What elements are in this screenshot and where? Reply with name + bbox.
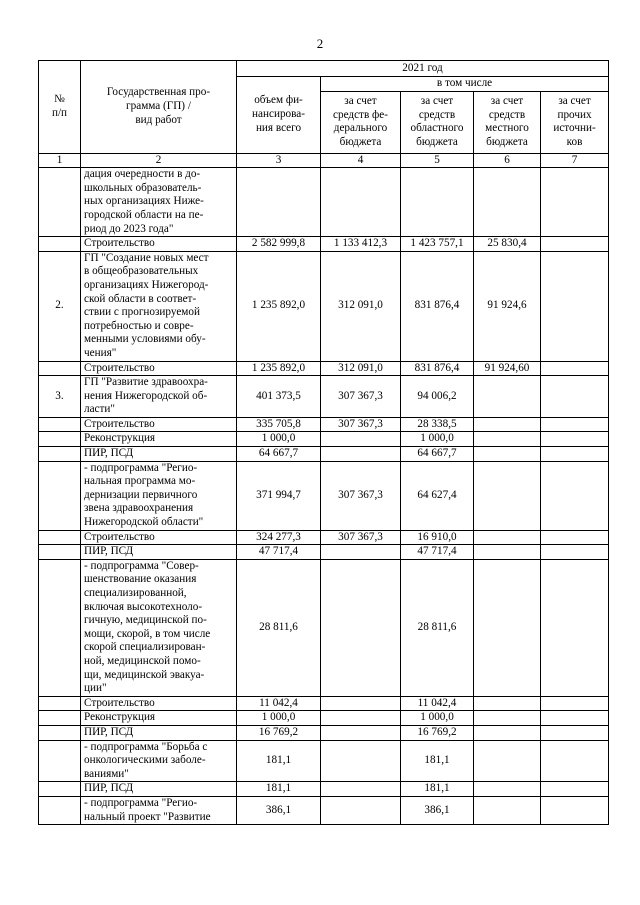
cell-local: 91 924,6 (474, 251, 541, 361)
table-row (39, 530, 609, 545)
cell-total: 181,1 (237, 740, 321, 782)
header-local: за счет средств местного бюджета (474, 91, 541, 153)
table-body (39, 168, 609, 825)
cell-federal (321, 559, 401, 696)
row-number (39, 168, 81, 237)
cell-regional: 181,1 (401, 740, 474, 782)
table-row (39, 796, 609, 824)
table-row (39, 461, 609, 530)
cell-other (541, 376, 609, 418)
cell-federal (321, 447, 401, 462)
cell-other (541, 740, 609, 782)
row-name: Строительство (81, 361, 237, 376)
row-name: Реконструкция (81, 711, 237, 726)
column-number: 3 (237, 153, 321, 168)
row-number (39, 447, 81, 462)
row-name: ГП "Развитие здравоохра- нения Нижегородской об- ласти" (81, 376, 237, 418)
cell-local (474, 796, 541, 824)
cell-federal: 312 091,0 (321, 251, 401, 361)
cell-other (541, 696, 609, 711)
row-number (39, 696, 81, 711)
table-row (39, 559, 609, 696)
cell-other (541, 796, 609, 824)
row-name: ПИР, ПСД (81, 545, 237, 560)
row-name: ГП "Создание новых мест в общеобразовательных организациях Нижегород- ской области в соответ- ствии с прогнозируемой потребностью и совре- менными условиями обу- чения" (81, 251, 237, 361)
cell-total: 16 769,2 (237, 725, 321, 740)
row-name: дация очередности в до- школьных образователь- ных организациях Ниже- городской области на пе- риод до 2023 года" (81, 168, 237, 237)
row-number (39, 461, 81, 530)
cell-total: 1 235 892,0 (237, 361, 321, 376)
cell-local (474, 740, 541, 782)
table-row (39, 237, 609, 252)
cell-total: 64 667,7 (237, 447, 321, 462)
cell-federal (321, 740, 401, 782)
cell-local: 91 924,60 (474, 361, 541, 376)
cell-federal: 1 133 412,3 (321, 237, 401, 252)
cell-total: 1 000,0 (237, 432, 321, 447)
column-number: 2 (81, 153, 237, 168)
cell-regional: 1 423 757,1 (401, 237, 474, 252)
column-number: 1 (39, 153, 81, 168)
table-row (39, 376, 609, 418)
cell-federal: 307 367,3 (321, 530, 401, 545)
cell-regional: 831 876,4 (401, 251, 474, 361)
cell-regional: 181,1 (401, 782, 474, 797)
cell-other (541, 447, 609, 462)
cell-other (541, 432, 609, 447)
cell-total: 1 000,0 (237, 711, 321, 726)
cell-regional: 64 667,7 (401, 447, 474, 462)
cell-other (541, 237, 609, 252)
cell-local (474, 447, 541, 462)
cell-other (541, 545, 609, 560)
header-including: в том числе (321, 77, 609, 92)
table-row (39, 417, 609, 432)
cell-total: 401 373,5 (237, 376, 321, 418)
cell-other (541, 559, 609, 696)
cell-other (541, 461, 609, 530)
cell-federal: 307 367,3 (321, 376, 401, 418)
cell-total: 181,1 (237, 782, 321, 797)
cell-other (541, 251, 609, 361)
table-row (39, 545, 609, 560)
cell-federal (321, 796, 401, 824)
cell-total: 386,1 (237, 796, 321, 824)
column-number: 6 (474, 153, 541, 168)
row-number (39, 725, 81, 740)
row-name: Реконструкция (81, 432, 237, 447)
row-name: ПИР, ПСД (81, 725, 237, 740)
cell-local: 25 830,4 (474, 237, 541, 252)
row-number (39, 361, 81, 376)
row-number (39, 711, 81, 726)
table-row (39, 696, 609, 711)
cell-regional: 28 338,5 (401, 417, 474, 432)
cell-regional: 28 811,6 (401, 559, 474, 696)
cell-other (541, 711, 609, 726)
table-row (39, 725, 609, 740)
cell-regional: 64 627,4 (401, 461, 474, 530)
cell-total: 47 717,4 (237, 545, 321, 560)
cell-regional: 94 006,2 (401, 376, 474, 418)
row-number (39, 530, 81, 545)
row-number (39, 796, 81, 824)
table-row (39, 447, 609, 462)
header-year: 2021 год (237, 61, 609, 77)
cell-local (474, 168, 541, 237)
cell-federal: 307 367,3 (321, 417, 401, 432)
cell-local (474, 559, 541, 696)
cell-other (541, 361, 609, 376)
cell-regional: 47 717,4 (401, 545, 474, 560)
cell-other (541, 417, 609, 432)
cell-federal (321, 432, 401, 447)
table-row (39, 740, 609, 782)
header-federal: за счет средств фе- дерального бюджета (321, 91, 401, 153)
cell-local (474, 376, 541, 418)
cell-local (474, 696, 541, 711)
budget-table (38, 60, 609, 825)
cell-regional: 16 910,0 (401, 530, 474, 545)
row-name: Строительство (81, 417, 237, 432)
header-no: № п/п (39, 61, 81, 154)
row-name: ПИР, ПСД (81, 447, 237, 462)
header-total: объем фи- нансирова- ния всего (237, 77, 321, 154)
cell-federal: 312 091,0 (321, 361, 401, 376)
cell-federal (321, 545, 401, 560)
table-row (39, 168, 609, 237)
column-number: 7 (541, 153, 609, 168)
row-name: Строительство (81, 696, 237, 711)
cell-other (541, 725, 609, 740)
table-row (39, 361, 609, 376)
row-name: - подпрограмма "Регио- нальная программа мо- дернизации первичного звена здравоохранения Нижегородской области" (81, 461, 237, 530)
cell-federal: 307 367,3 (321, 461, 401, 530)
row-number (39, 740, 81, 782)
cell-local (474, 782, 541, 797)
cell-local (474, 711, 541, 726)
page-number: 2 (316, 36, 324, 51)
cell-total: 1 235 892,0 (237, 251, 321, 361)
header-program: Государственная про- грамма (ГП) / вид работ (81, 61, 237, 154)
cell-regional (401, 168, 474, 237)
cell-regional: 831 876,4 (401, 361, 474, 376)
cell-regional: 386,1 (401, 796, 474, 824)
row-name: Строительство (81, 530, 237, 545)
cell-federal (321, 696, 401, 711)
column-number: 5 (401, 153, 474, 168)
cell-regional: 11 042,4 (401, 696, 474, 711)
cell-federal (321, 168, 401, 237)
cell-other (541, 168, 609, 237)
row-number (39, 559, 81, 696)
cell-total: 28 811,6 (237, 559, 321, 696)
cell-local (474, 417, 541, 432)
header-other: за счет прочих источни- ков (541, 91, 609, 153)
row-name: - подпрограмма "Регио- нальный проект "Развитие (81, 796, 237, 824)
header-regional: за счет средств областного бюджета (401, 91, 474, 153)
row-name: - подпрограмма "Борьба с онкологическими заболе- ваниями" (81, 740, 237, 782)
table-row (39, 432, 609, 447)
cell-other (541, 530, 609, 545)
row-number (39, 237, 81, 252)
row-number: 2. (39, 251, 81, 361)
cell-federal (321, 711, 401, 726)
cell-total: 335 705,8 (237, 417, 321, 432)
cell-total: 371 994,7 (237, 461, 321, 530)
cell-total: 2 582 999,8 (237, 237, 321, 252)
row-name: - подпрограмма "Совер- шенствование оказания специализированной, включая высокотехноло- гичную, медицинской по- мощи, скорой, в том числе скорой специализирован- ной, медицинской помо- щи, медицинской эвакуа- ции" (81, 559, 237, 696)
row-number (39, 782, 81, 797)
row-number (39, 432, 81, 447)
column-number: 4 (321, 153, 401, 168)
cell-federal (321, 725, 401, 740)
cell-local (474, 432, 541, 447)
cell-total: 11 042,4 (237, 696, 321, 711)
cell-other (541, 782, 609, 797)
cell-regional: 1 000,0 (401, 711, 474, 726)
table-row (39, 782, 609, 797)
row-name: ПИР, ПСД (81, 782, 237, 797)
cell-total: 324 277,3 (237, 530, 321, 545)
cell-regional: 16 769,2 (401, 725, 474, 740)
cell-regional: 1 000,0 (401, 432, 474, 447)
row-number: 3. (39, 376, 81, 418)
cell-local (474, 461, 541, 530)
table-row (39, 251, 609, 361)
cell-local (474, 530, 541, 545)
table-row (39, 711, 609, 726)
cell-federal (321, 782, 401, 797)
cell-local (474, 725, 541, 740)
cell-total (237, 168, 321, 237)
row-number (39, 545, 81, 560)
cell-local (474, 545, 541, 560)
row-name: Строительство (81, 237, 237, 252)
row-number (39, 417, 81, 432)
